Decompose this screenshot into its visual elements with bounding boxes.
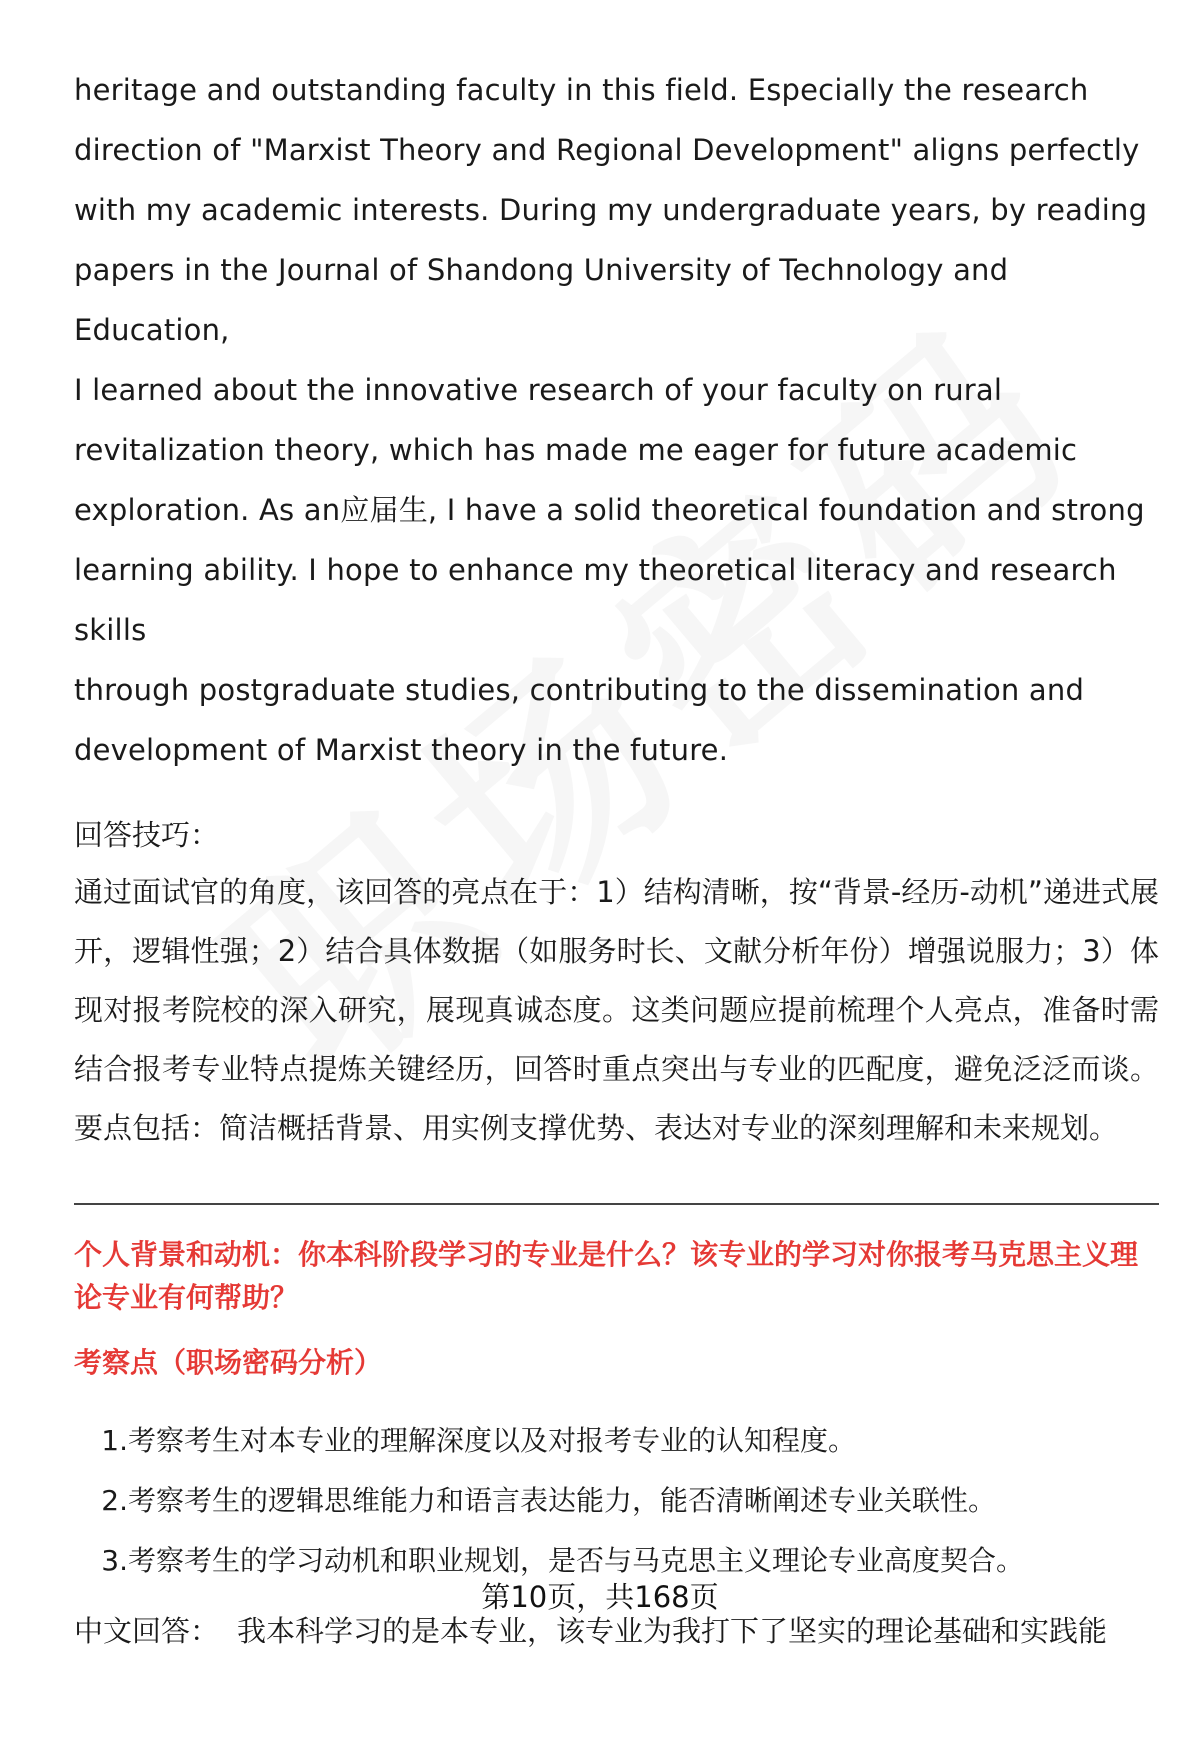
tips-label: 回答技巧： [74,818,220,852]
answer-line: through postgraduate studies, contributing to the dissemination and [74,673,1085,707]
assessment-points-list [74,1411,1159,1591]
question-heading: 个人背景和动机：你本科阶段学习的专业是什么？该专业的学习对你报考马克思主义理论专业有何帮助？ [74,1238,1139,1314]
assessment-points-heading: 考察点（职场密码分析） [74,1346,383,1379]
list-text: 考察考生对本专业的理解深度以及对报考专业的认知程度。 [128,1424,857,1457]
list-number: 2. [101,1484,128,1517]
document-body [74,60,1159,1651]
answer-line: with my academic interests. During my undergraduate years, by reading [74,193,1148,227]
english-answer-paragraph [74,60,1159,780]
answer-line: papers in the Journal of Shandong University of Technology and Education, [74,253,1009,347]
list-item [74,1411,1159,1471]
answer-line: learning ability. I hope to enhance my theoretical literacy and research skills [74,553,1117,647]
list-number: 3. [101,1544,128,1577]
answer-line: exploration. As an应届生, I have a solid theoretical foundation and strong [74,493,1145,527]
list-number: 1. [101,1424,128,1457]
chinese-answer [74,1611,1159,1651]
tips-text: 通过面试官的角度，该回答的亮点在于：1）结构清晰，按“背景-经历-动机”递进式展开，逻辑性强；2）结合具体数据（如服务时长、文献分析年份）增强说服力；3）体现对报考院校的深入研究，展现真诚态度。这类问题应提前梳理个人亮点，准备时需结合报考专业特点提炼关键经历，回答时重点突出与专业的匹配度，避免泛泛而谈。要点包括：简洁概括背景、用实例支撑优势、表达对专业的深刻理解和未来规划。 [74,875,1159,1145]
answer-line: direction of "Marxist Theory and Regional Development" aligns perfectly [74,133,1140,167]
answer-line: heritage and outstanding faculty in this field. Especially the research [74,73,1089,107]
list-text: 考察考生的学习动机和职业规划，是否与马克思主义理论专业高度契合。 [128,1544,1025,1577]
section-divider [74,1203,1159,1205]
list-item [74,1471,1159,1531]
chinese-answer-label: 中文回答： [74,1614,220,1648]
page-number: 第10页，共168页 [481,1580,719,1614]
chinese-answer-text: 我本科学习的是本专业，该专业为我打下了坚实的理论基础和实践能 [237,1614,1108,1648]
answer-line: revitalization theory, which has made me eager for future academic [74,433,1078,467]
answer-line: I learned about the innovative research of your faculty on rural [74,373,1003,407]
list-text: 考察考生的逻辑思维能力和语言表达能力，能否清晰阐述专业关联性。 [128,1484,997,1517]
answer-line: development of Marxist theory in the future. [74,733,729,767]
